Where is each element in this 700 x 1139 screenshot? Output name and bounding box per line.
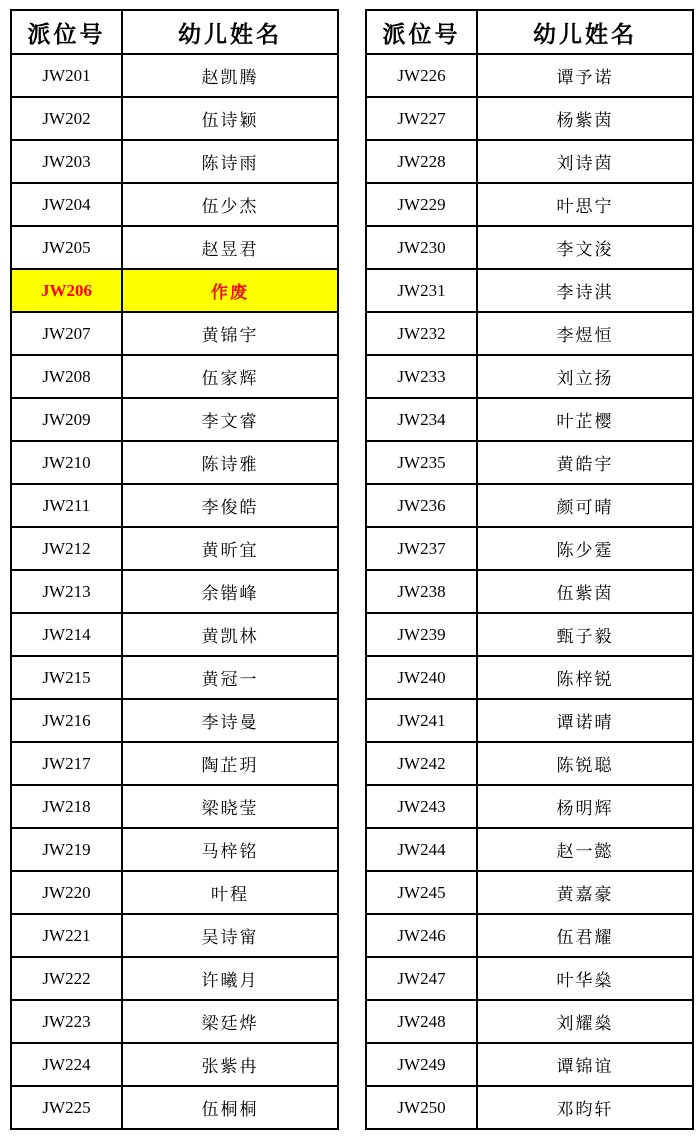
allocation-number-cell: JW211 [11,484,122,527]
table-row [11,1000,338,1043]
allocation-number-cell: JW221 [11,914,122,957]
table-row [366,699,693,742]
allocation-number-cell: JW230 [366,226,477,269]
child-name-cell: 赵一懿 [477,828,693,871]
child-name-cell: 陈梓锐 [477,656,693,699]
child-name-cell: 陈诗雨 [122,140,338,183]
child-name-cell: 马梓铭 [122,828,338,871]
allocation-number-cell: JW237 [366,527,477,570]
child-name-cell: 李文浚 [477,226,693,269]
allocation-number-header: 派位号 [11,10,122,54]
child-name-cell: 陈诗雅 [122,441,338,484]
allocation-number-cell: JW212 [11,527,122,570]
allocation-number-cell: JW244 [366,828,477,871]
table-row [366,957,693,1000]
table-row [11,914,338,957]
table-row [11,54,338,97]
child-name-cell: 刘耀燊 [477,1000,693,1043]
child-name-cell: 陈少霆 [477,527,693,570]
allocation-number-cell: JW216 [11,699,122,742]
child-name-cell: 杨紫茵 [477,97,693,140]
child-name-cell: 伍诗颖 [122,97,338,140]
child-name-cell: 许曦月 [122,957,338,1000]
table-row [11,355,338,398]
child-name-cell: 黄锦宇 [122,312,338,355]
allocation-number-header: 派位号 [366,10,477,54]
allocation-number-cell: JW246 [366,914,477,957]
allocation-number-cell: JW238 [366,570,477,613]
table-header-row [11,10,338,54]
table-row [366,1086,693,1129]
allocation-number-cell: JW213 [11,570,122,613]
child-name-cell: 甄子毅 [477,613,693,656]
child-name-cell: 李俊皓 [122,484,338,527]
table-row [11,1043,338,1086]
child-name-cell: 余锴峰 [122,570,338,613]
child-name-cell: 谭诺晴 [477,699,693,742]
child-name-cell: 陶芷玥 [122,742,338,785]
allocation-number-cell: JW232 [366,312,477,355]
allocation-number-cell: JW223 [11,1000,122,1043]
child-name-cell: 伍紫茵 [477,570,693,613]
table-row [11,484,338,527]
child-name-cell: 叶思宁 [477,183,693,226]
table-row [11,1086,338,1129]
allocation-number-cell: JW231 [366,269,477,312]
allocation-number-cell: JW250 [366,1086,477,1129]
table-row [366,785,693,828]
table-row [366,871,693,914]
allocation-number-cell: JW233 [366,355,477,398]
child-name-cell: 刘立扬 [477,355,693,398]
table-row [11,398,338,441]
allocation-number-cell: JW245 [366,871,477,914]
allocation-number-cell: JW248 [366,1000,477,1043]
table-row [366,570,693,613]
table-row [366,1043,693,1086]
child-name-cell: 赵昱君 [122,226,338,269]
allocation-number-cell: JW210 [11,441,122,484]
allocation-number-cell: JW217 [11,742,122,785]
table-row [366,1000,693,1043]
table-row [366,656,693,699]
allocation-number-cell: JW215 [11,656,122,699]
allocation-number-cell: JW219 [11,828,122,871]
child-name-cell: 赵凯腾 [122,54,338,97]
table-row [366,183,693,226]
child-name-cell: 叶华燊 [477,957,693,1000]
allocation-number-cell: JW241 [366,699,477,742]
allocation-number-cell: JW224 [11,1043,122,1086]
table-row [366,441,693,484]
table-row-void [11,269,338,312]
allocation-number-cell: JW236 [366,484,477,527]
table-row [366,613,693,656]
child-name-cell: 李诗淇 [477,269,693,312]
table-row [366,140,693,183]
allocation-table-left [10,9,339,1130]
table-row [366,398,693,441]
table-row [11,656,338,699]
allocation-number-cell: JW218 [11,785,122,828]
child-name-cell: 黄嘉豪 [477,871,693,914]
child-name-cell: 谭予诺 [477,54,693,97]
allocation-number-cell: JW235 [366,441,477,484]
table-row [366,914,693,957]
table-row [11,957,338,1000]
allocation-number-cell: JW202 [11,97,122,140]
child-name-cell: 杨明辉 [477,785,693,828]
child-name-cell: 黄凯林 [122,613,338,656]
allocation-number-cell: JW228 [366,140,477,183]
child-name-cell: 伍少杰 [122,183,338,226]
child-name-cell: 伍君耀 [477,914,693,957]
table-row [366,742,693,785]
allocation-number-cell: JW229 [366,183,477,226]
child-name-header: 幼儿姓名 [122,10,338,54]
allocation-number-cell: JW242 [366,742,477,785]
allocation-number-cell: JW226 [366,54,477,97]
table-row [11,699,338,742]
allocation-number-cell: JW201 [11,54,122,97]
table-row [11,828,338,871]
allocation-number-cell: JW205 [11,226,122,269]
allocation-number-cell: JW247 [366,957,477,1000]
child-name-cell: 李诗曼 [122,699,338,742]
child-name-cell: 张紫冉 [122,1043,338,1086]
child-name-cell: 梁廷烨 [122,1000,338,1043]
table-header-row [366,10,693,54]
child-name-cell: 叶芷樱 [477,398,693,441]
child-name-cell: 黄皓宇 [477,441,693,484]
child-name-cell: 作废 [122,269,338,312]
table-row [366,312,693,355]
child-name-cell: 颜可晴 [477,484,693,527]
table-row [366,97,693,140]
child-name-cell: 伍桐桐 [122,1086,338,1129]
allocation-number-cell: JW249 [366,1043,477,1086]
allocation-number-cell: JW220 [11,871,122,914]
table-body-1 [366,54,693,1129]
table-row [366,527,693,570]
table-row [11,871,338,914]
child-name-cell: 吴诗甯 [122,914,338,957]
child-name-cell: 黄冠一 [122,656,338,699]
child-name-cell: 陈锐聪 [477,742,693,785]
table-row [11,785,338,828]
allocation-number-cell: JW214 [11,613,122,656]
allocation-number-cell: JW234 [366,398,477,441]
table-row [366,484,693,527]
table-row [11,312,338,355]
child-name-cell: 邓昀轩 [477,1086,693,1129]
table-body-0 [11,54,338,1129]
table-row [11,613,338,656]
allocation-number-cell: JW227 [366,97,477,140]
allocation-number-cell: JW203 [11,140,122,183]
allocation-number-cell: JW225 [11,1086,122,1129]
child-name-cell: 李文睿 [122,398,338,441]
child-name-cell: 谭锦谊 [477,1043,693,1086]
child-name-header: 幼儿姓名 [477,10,693,54]
allocation-number-cell: JW209 [11,398,122,441]
allocation-number-cell: JW240 [366,656,477,699]
table-row [11,742,338,785]
table-row [366,269,693,312]
table-row [366,226,693,269]
child-name-cell: 李煜恒 [477,312,693,355]
child-name-cell: 梁晓莹 [122,785,338,828]
child-name-cell: 刘诗茵 [477,140,693,183]
child-name-cell: 伍家辉 [122,355,338,398]
table-row [11,226,338,269]
table-row [11,527,338,570]
table-row [11,97,338,140]
table-row [11,441,338,484]
allocation-number-cell: JW208 [11,355,122,398]
table-row [366,54,693,97]
allocation-table-right [365,9,694,1130]
table-row [11,140,338,183]
allocation-number-cell: JW207 [11,312,122,355]
allocation-number-cell: JW206 [11,269,122,312]
child-name-cell: 叶程 [122,871,338,914]
allocation-number-cell: JW243 [366,785,477,828]
table-row [366,828,693,871]
child-name-cell: 黄昕宜 [122,527,338,570]
table-row [366,355,693,398]
table-row [11,183,338,226]
allocation-number-cell: JW204 [11,183,122,226]
allocation-number-cell: JW222 [11,957,122,1000]
table-row [11,570,338,613]
allocation-number-cell: JW239 [366,613,477,656]
